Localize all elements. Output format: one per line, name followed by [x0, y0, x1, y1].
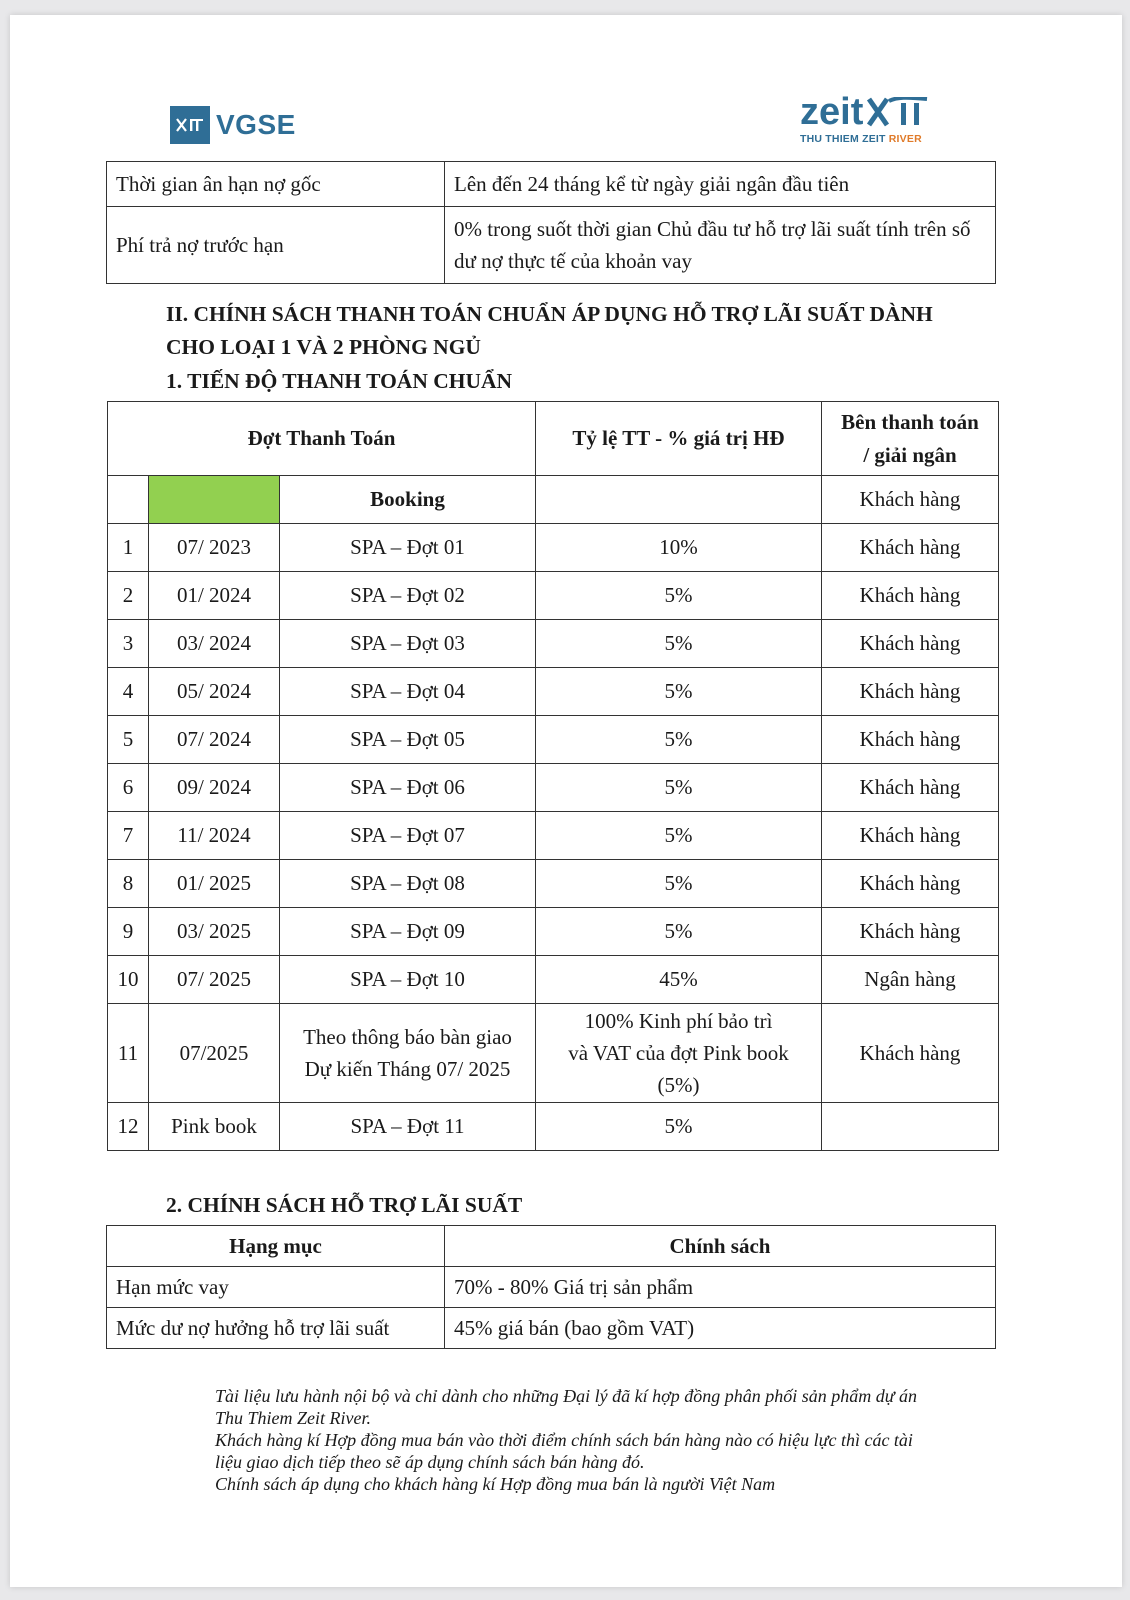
- subsection-title-schedule: 1. TIẾN ĐỘ THANH TOÁN CHUẨN: [166, 369, 513, 393]
- vgse-logo: [170, 105, 296, 145]
- cell-phase: SPA – Đợt 09: [280, 908, 536, 956]
- footnotes: [215, 1385, 995, 1495]
- cell-payer: Khách hàng: [822, 860, 999, 908]
- cell-phase: SPA – Đợt 04: [280, 668, 536, 716]
- cell-ratio: 5%: [536, 812, 822, 860]
- cell-date: 03/ 2025: [149, 908, 280, 956]
- zeit-logo-mark-icon: [867, 97, 929, 127]
- cell-date: 01/ 2025: [149, 860, 280, 908]
- cell-ratio: 5%: [536, 572, 822, 620]
- loan-term-label: Phí trả nợ trước hạn: [107, 207, 445, 284]
- cell-no: 8: [108, 860, 149, 908]
- header-payer: Bên thanh toán / giải ngân: [822, 402, 999, 476]
- table-row: [108, 908, 999, 956]
- footnote-line: Tài liệu lưu hành nội bộ và chỉ dành cho những Đại lý đã kí hợp đồng phân phối sản phẩm dự án: [215, 1386, 918, 1406]
- cell-phase: SPA – Đợt 07: [280, 812, 536, 860]
- interest-support-table: [106, 1225, 996, 1349]
- section-title: II. CHÍNH SÁCH THANH TOÁN CHUẨN ÁP DỤNG HỖ TRỢ LÃI SUẤT DÀNH CHO LOẠI 1 VÀ 2 PHÒNG NGỦ: [166, 302, 933, 359]
- cell-no: 3: [108, 620, 149, 668]
- table-row: [108, 812, 999, 860]
- cell-ratio: 5%: [536, 908, 822, 956]
- header-phase: Đợt Thanh Toán: [108, 402, 536, 476]
- zeit-logo-word: zeit: [800, 91, 864, 133]
- cell-ratio: 45%: [536, 956, 822, 1004]
- table-row: [107, 162, 996, 207]
- cell-ratio: 5%: [536, 860, 822, 908]
- cell-no: 1: [108, 524, 149, 572]
- cell-date: 07/ 2024: [149, 716, 280, 764]
- cell-payer: Khách hàng: [822, 668, 999, 716]
- header-policy: Chính sách: [445, 1226, 996, 1267]
- table-row: [108, 860, 999, 908]
- cell-payer: Ngân hàng: [822, 956, 999, 1004]
- cell-date: 11/ 2024: [149, 812, 280, 860]
- document-page: [10, 15, 1122, 1587]
- cell-payer: Khách hàng: [822, 572, 999, 620]
- cell-no: 7: [108, 812, 149, 860]
- cell-date: 05/ 2024: [149, 668, 280, 716]
- cell-ratio: 5%: [536, 716, 822, 764]
- cell-phase: SPA – Đợt 10: [280, 956, 536, 1004]
- table-row: [108, 764, 999, 812]
- cell-ratio: 5%: [536, 668, 822, 716]
- footnote-line: Thu Thiem Zeit River.: [215, 1408, 371, 1428]
- subsection-title-support: 2. CHÍNH SÁCH HỖ TRỢ LÃI SUẤT: [166, 1193, 523, 1217]
- cell-payer: Khách hàng: [822, 620, 999, 668]
- table-header-row: [107, 1226, 996, 1267]
- cell-phase: SPA – Đợt 06: [280, 764, 536, 812]
- cell-no: 9: [108, 908, 149, 956]
- footnote-line: Khách hàng kí Hợp đồng mua bán vào thời điểm chính sách bán hàng nào có hiệu lực thì các tài: [215, 1430, 913, 1450]
- cell-ratio: 5%: [536, 620, 822, 668]
- cell-date: 07/ 2023: [149, 524, 280, 572]
- cell-phase: SPA – Đợt 05: [280, 716, 536, 764]
- table-row: 11 07/2025 Theo thông báo bàn giao Dự kiến Tháng 07/ 2025 100% Kinh phí bảo trì và VAT của đợt Pink book (5%) Khách hàng: [108, 1004, 999, 1103]
- loan-term-value: Lên đến 24 tháng kể từ ngày giải ngân đầu tiên: [445, 162, 996, 207]
- table-row: Mức dư nợ hưởng hỗ trợ lãi suất 45% giá bán (bao gồm VAT): [107, 1308, 996, 1349]
- cell-phase: SPA – Đợt 03: [280, 620, 536, 668]
- cell-payer: Khách hàng: [822, 812, 999, 860]
- table-row: [108, 524, 999, 572]
- booking-payer: Khách hàng: [822, 476, 999, 524]
- table-row: Hạn mức vay 70% - 80% Giá trị sản phẩm: [107, 1267, 996, 1308]
- zeit-logo-sub-accent: RIVER: [888, 133, 922, 145]
- table-row: [107, 207, 996, 284]
- table-row: [108, 572, 999, 620]
- header-item: Hạng mục: [107, 1226, 445, 1267]
- booking-row: [108, 476, 999, 524]
- cell-no: 5: [108, 716, 149, 764]
- cell-payer: Khách hàng: [822, 908, 999, 956]
- loan-terms-table: [106, 161, 996, 284]
- table-row: [108, 716, 999, 764]
- payment-schedule-table: [107, 401, 999, 1151]
- cell-ratio: 5%: [536, 764, 822, 812]
- cell-phase: SPA – Đợt 01: [280, 524, 536, 572]
- cell-date: 01/ 2024: [149, 572, 280, 620]
- table-row: [108, 668, 999, 716]
- cell-payer: Khách hàng: [822, 716, 999, 764]
- cell-ratio: 10%: [536, 524, 822, 572]
- footnote-line: Chính sách áp dụng cho khách hàng kí Hợp đồng mua bán là người Việt Nam: [215, 1474, 776, 1494]
- table-row: 12 Pink book SPA – Đợt 11 5%: [108, 1103, 999, 1151]
- cell-no: 6: [108, 764, 149, 812]
- cell-payer: Khách hàng: [822, 524, 999, 572]
- vgse-logo-mark-icon: [170, 106, 210, 144]
- cell-payer: Khách hàng: [822, 764, 999, 812]
- cell-no: 4: [108, 668, 149, 716]
- table-header-row: [108, 402, 999, 476]
- loan-term-label: Thời gian ân hạn nợ gốc: [107, 162, 445, 207]
- loan-term-value: 0% trong suốt thời gian Chủ đầu tư hỗ trợ lãi suất tính trên số dư nợ thực tế của khoản vay: [445, 207, 996, 284]
- table-row: [108, 620, 999, 668]
- booking-label: Booking: [280, 476, 536, 524]
- cell-no: 2: [108, 572, 149, 620]
- header-ratio: Tỷ lệ TT - % giá trị HĐ: [536, 402, 822, 476]
- table-row: [108, 956, 999, 1004]
- zeit-logo-sub: THU THIEM ZEIT: [800, 133, 886, 145]
- vgse-logo-text: VGSE: [216, 109, 296, 140]
- booking-highlight-cell: [149, 476, 280, 524]
- cell-phase: SPA – Đợt 08: [280, 860, 536, 908]
- cell-no: 10: [108, 956, 149, 1004]
- zeit-river-logo: [800, 93, 960, 153]
- cell-date: 03/ 2024: [149, 620, 280, 668]
- cell-date: 07/ 2025: [149, 956, 280, 1004]
- footnote-line: liệu giao dịch tiếp theo sẽ áp dụng chính sách bán hàng đó.: [215, 1452, 645, 1472]
- cell-date: 09/ 2024: [149, 764, 280, 812]
- cell-phase: SPA – Đợt 02: [280, 572, 536, 620]
